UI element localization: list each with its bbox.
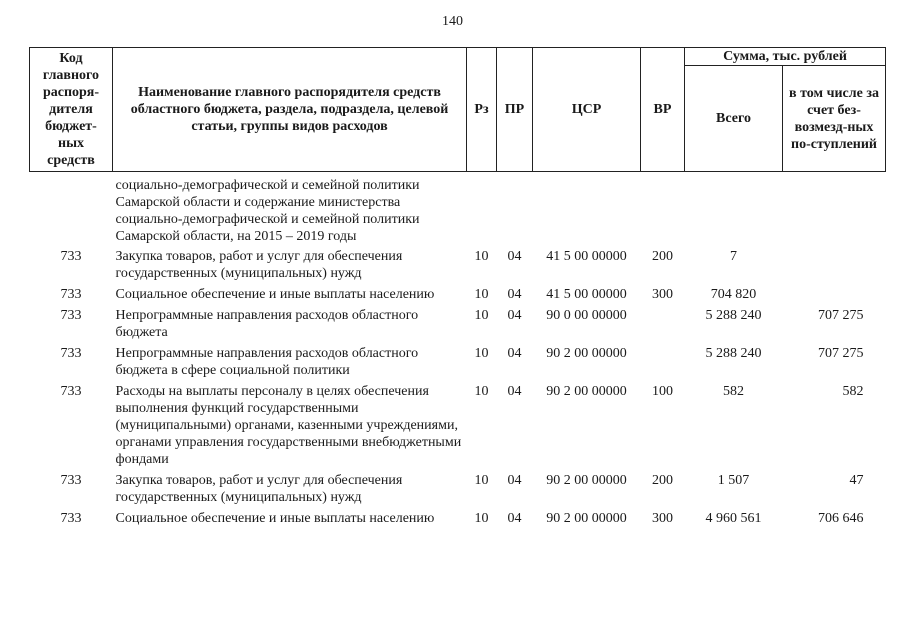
cell-total: 7 bbox=[730, 249, 737, 264]
cell-rz: 10 bbox=[474, 308, 489, 323]
cell-rz: 10 bbox=[474, 249, 489, 264]
cell-total: 5 288 240 bbox=[705, 308, 762, 323]
cell-csr: 41 5 00 00000 bbox=[546, 287, 627, 302]
cell-total: 704 820 bbox=[710, 287, 757, 302]
cell-name: Непрограммные направления расходов областного бюджета в сфере социальной политики bbox=[115, 346, 419, 378]
cell-rz: 10 bbox=[474, 384, 489, 399]
cell-pr: 04 bbox=[507, 308, 522, 323]
cell-grants: 582 bbox=[842, 384, 864, 399]
cell-pr: 04 bbox=[507, 346, 522, 361]
header-csr: ЦСР bbox=[533, 48, 641, 172]
cell-pr: 04 bbox=[507, 384, 522, 399]
cell-total: 4 960 561 bbox=[705, 511, 762, 526]
cell-csr: 90 2 00 00000 bbox=[546, 511, 627, 526]
cell-name: Социальное обеспечение и иные выплаты населению bbox=[115, 511, 435, 526]
cell-grants bbox=[783, 284, 886, 305]
cell-name: Расходы на выплаты персоналу в целях обеспечения выполнения функций государственными (муниципальными) органами, казенными учреждениями, органами управления государственными внебюджетными фондами bbox=[115, 384, 462, 467]
cell-grants: 707 275 bbox=[818, 308, 864, 323]
table-row bbox=[30, 508, 886, 529]
cell-vr bbox=[641, 305, 685, 343]
cell-rz: 10 bbox=[474, 287, 489, 302]
cell-vr: 300 bbox=[652, 511, 673, 526]
header-rz: Рз bbox=[467, 48, 497, 172]
cell-code: 733 bbox=[60, 308, 82, 323]
header-sum: Сумма, тыс. рублей bbox=[685, 48, 886, 66]
budget-table bbox=[29, 47, 886, 529]
cell-csr: 90 0 00 00000 bbox=[546, 308, 627, 323]
cell-code: 733 bbox=[60, 384, 82, 399]
cell-vr bbox=[641, 343, 685, 381]
cell-total: 1 507 bbox=[717, 473, 750, 488]
cell-code: 733 bbox=[60, 249, 82, 264]
header-total: Всего bbox=[685, 66, 783, 172]
table-row bbox=[30, 284, 886, 305]
cell-rz: 10 bbox=[474, 511, 489, 526]
cell-vr: 200 bbox=[652, 249, 673, 264]
cell-code: 733 bbox=[60, 287, 82, 302]
cell-pr: 04 bbox=[507, 249, 522, 264]
cell-code: 733 bbox=[60, 346, 82, 361]
cell-name: Непрограммные направления расходов областного бюджета bbox=[115, 308, 419, 340]
table-row bbox=[30, 470, 886, 508]
table-row bbox=[30, 246, 886, 284]
cell-csr: 90 2 00 00000 bbox=[546, 346, 627, 361]
header-pr: ПР bbox=[497, 48, 533, 172]
cell-total: 5 288 240 bbox=[705, 346, 762, 361]
table-row bbox=[30, 381, 886, 470]
table-header bbox=[30, 48, 886, 172]
cell-grants bbox=[783, 246, 886, 284]
table-body bbox=[30, 172, 886, 530]
cell-code: 733 bbox=[60, 473, 82, 488]
cell-rz: 10 bbox=[474, 473, 489, 488]
cell-vr: 300 bbox=[652, 287, 673, 302]
cell-pr: 04 bbox=[507, 287, 522, 302]
continuation-row bbox=[30, 172, 886, 247]
cell-vr: 200 bbox=[652, 473, 673, 488]
cell-grants: 707 275 bbox=[818, 346, 864, 361]
cell-csr: 90 2 00 00000 bbox=[546, 473, 627, 488]
cell-name: Закупка товаров, работ и услуг для обеспечения государственных (муниципальных) нужд bbox=[115, 249, 403, 281]
cell-name: Социальное обеспечение и иные выплаты населению bbox=[115, 287, 435, 302]
cell-pr: 04 bbox=[507, 511, 522, 526]
header-name: Наименование главного распорядителя средств областного бюджета, раздела, подраздела, целевой статьи, группы видов расходов bbox=[113, 48, 467, 172]
header-code: Код главного распоря-дителя бюджет-ных средств bbox=[30, 48, 113, 172]
cell-name: Закупка товаров, работ и услуг для обеспечения государственных (муниципальных) нужд bbox=[115, 473, 403, 505]
cell-rz: 10 bbox=[474, 346, 489, 361]
header-grants: в том числе за счет без-возмезд-ных по-ступлений bbox=[783, 66, 886, 172]
table-row bbox=[30, 343, 886, 381]
cell-csr: 90 2 00 00000 bbox=[546, 384, 627, 399]
cell-grants: 706 646 bbox=[818, 511, 864, 526]
cell-pr: 04 bbox=[507, 473, 522, 488]
cell-csr: 41 5 00 00000 bbox=[546, 249, 627, 264]
cell-grants: 47 bbox=[849, 473, 864, 488]
cell-code: 733 bbox=[60, 511, 82, 526]
continuation-text: социально-демографической и семейной политики Самарской области и содержание министерства социально-демографической и семейной политики Самарской области, на 2015 – 2019 годы bbox=[115, 178, 420, 244]
cell-total: 582 bbox=[723, 384, 744, 399]
header-vr: ВР bbox=[641, 48, 685, 172]
cell-vr: 100 bbox=[652, 384, 673, 399]
table-row bbox=[30, 305, 886, 343]
page-number: 140 bbox=[442, 14, 463, 29]
